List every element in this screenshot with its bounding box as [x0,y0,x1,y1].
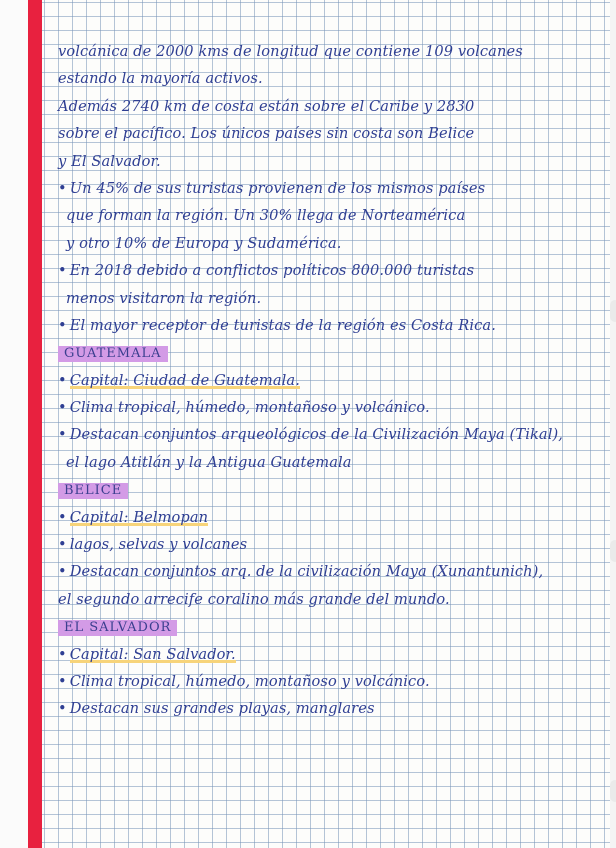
bullet-item [58,668,558,695]
bullet-item [58,531,558,558]
bullet-text: Clima tropical, húmedo, montañoso y volcánico. [69,399,430,417]
page-left-edge [0,0,28,848]
bullet-item [58,367,558,394]
text-line: el lago Atitlán y la Antigua Guatemala [66,453,352,471]
section-heading-row [58,476,558,503]
bullet-item [58,312,558,339]
bullet-item [58,641,558,668]
binder-hole [610,780,616,802]
handwritten-notes [58,38,563,723]
bullet-item [58,504,558,531]
bullet-item [58,175,558,202]
bullet-text: lagos, selvas y volcanes [69,536,248,554]
red-margin-line [28,0,42,848]
section-heading-row [58,613,558,640]
section-heading-guatemala: GUATEMALA [58,346,168,362]
bullet-item [58,394,558,421]
capital-text: Capital: Ciudad de Guatemala. [69,371,300,389]
capital-text: Capital: Belmopan [69,508,209,526]
bullet-text: El mayor receptor de turistas de la región es Costa Rica. [69,316,496,334]
bullet-item [58,421,563,448]
bullet-item [58,558,558,585]
text-line: y El Salvador. [58,152,161,170]
capital-text: Capital: San Salvador. [69,645,236,663]
binder-hole [610,300,616,322]
bullet-text: En 2018 debido a conflictos políticos 800.000 turistas [69,262,475,280]
bullet-item [58,695,558,722]
bullet-text: Destacan conjuntos arq. de la civilización Maya (Xunantunich), [69,563,544,581]
bullet-item [58,257,558,284]
bullet-text: Destacan sus grandes playas, manglares [69,700,375,718]
text-line: menos visitaron la región. [66,289,262,307]
bullet-text: Destacan conjuntos arqueológicos de la Civilización Maya (Tikal), [69,426,563,444]
text-line: y otro 10% de Europa y Sudamérica. [66,234,342,252]
binder-hole [610,540,616,562]
section-heading-row [58,339,558,366]
text-line: Además 2740 km de costa están sobre el Caribe y 2830 [58,97,475,115]
section-heading-belice: BELICE [58,483,128,499]
bullet-text: Un 45% de sus turistas provienen de los mismos países [69,179,486,197]
text-line: el segundo arrecife coralino más grande del mundo. [58,590,450,608]
page-right-edge [610,0,616,848]
section-heading-el-salvador: EL SALVADOR [58,620,177,636]
text-line: que forman la región. Un 30% llega de Norteamérica [66,207,466,225]
text-line: estando la mayoría activos. [58,70,263,88]
bullet-text: Clima tropical, húmedo, montañoso y volcánico. [69,672,430,690]
text-line: volcánica de 2000 kms de longitud que contiene 109 volcanes [58,43,523,60]
text-line: sobre el pacífico. Los únicos países sin costa son Belice [58,125,475,143]
